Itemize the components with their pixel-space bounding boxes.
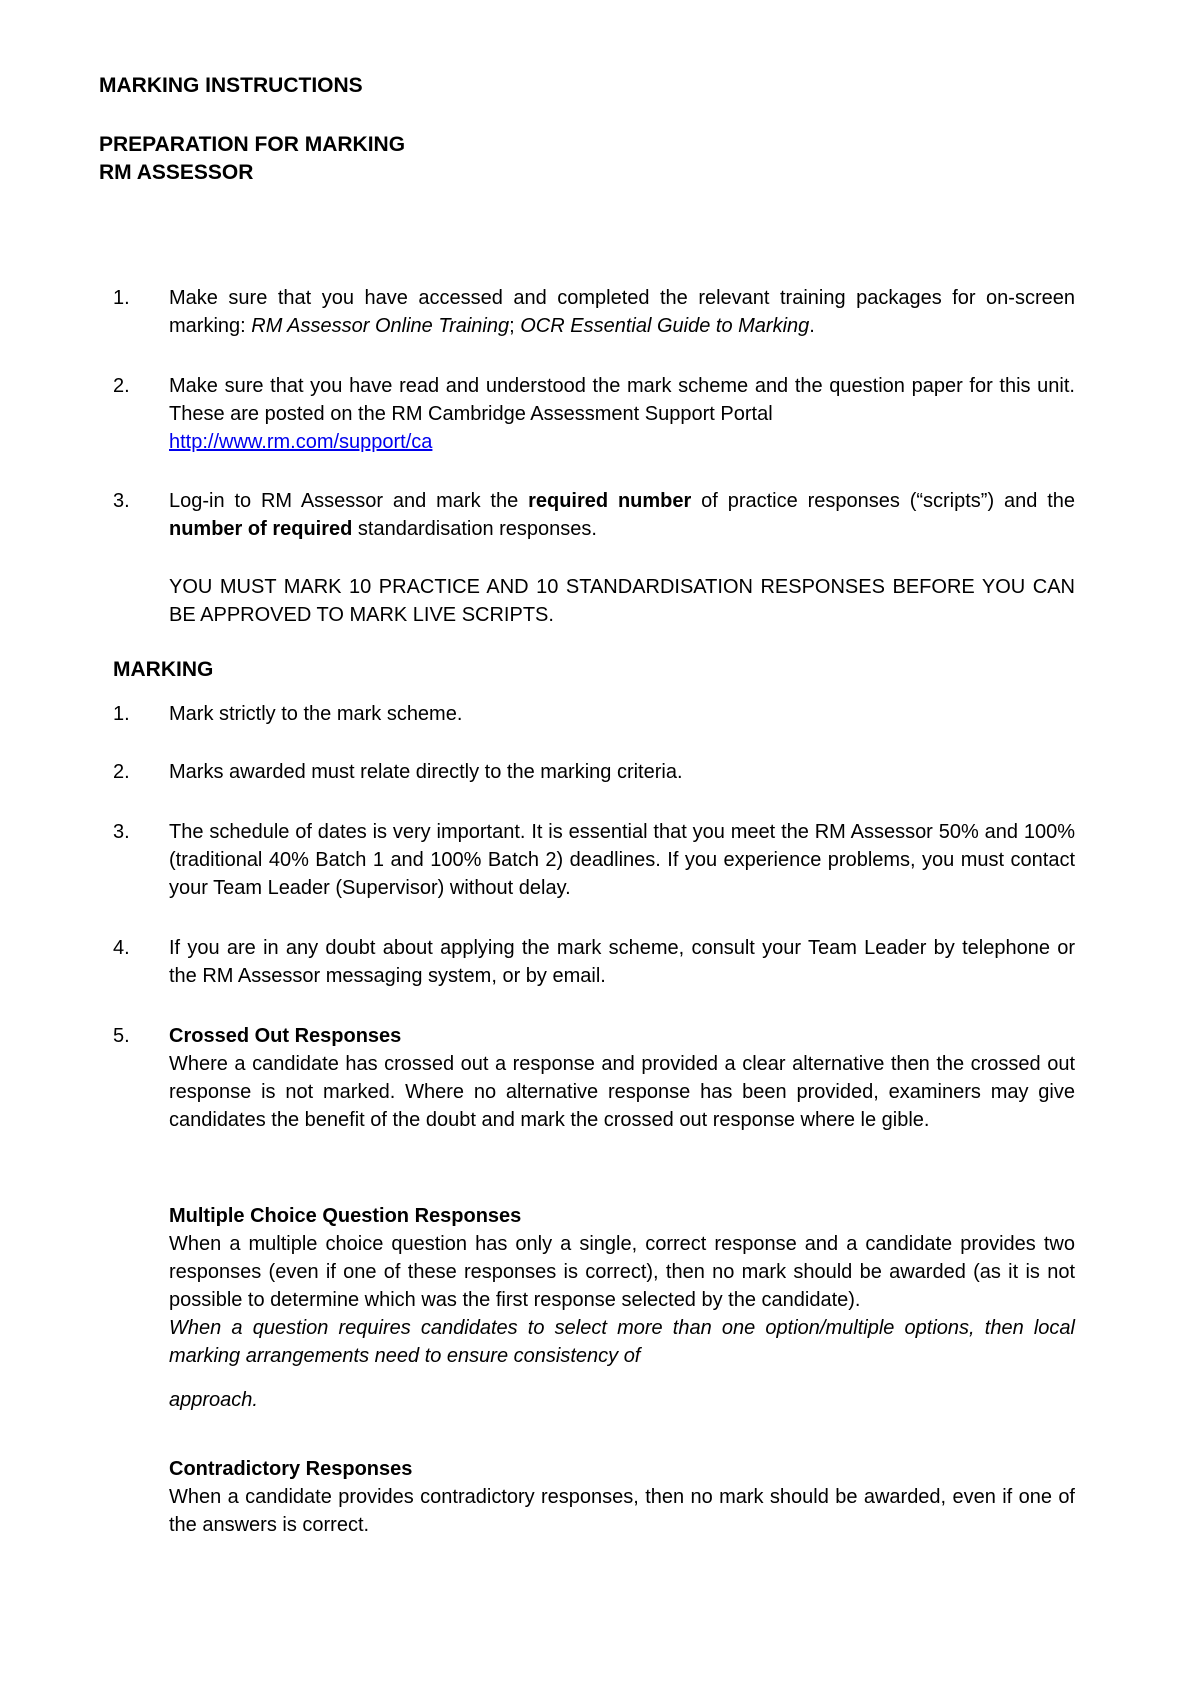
list-number: 5. (113, 1025, 130, 1047)
list-number: 4. (113, 937, 130, 959)
contradictory-section: Contradictory Responses When a candidate provides contradictory responses, then no mark should be awarded, even if one of the answers is correct. (169, 1458, 1075, 1536)
prep-item-2: Make sure that you have read and understood the mark scheme and the question paper for this unit. These are posted on the RM Cambridge Assessment Support Portal http://www.rm.com/support/ca (169, 375, 1075, 453)
marking-item-5: Crossed Out Responses Where a candidate has crossed out a response and provided a clear alternative then the crossed out response is not marked. Where no alternative response has been provided, examiners may give candidates the benefit of the doubt and mark the crossed out response where le gible. (169, 1025, 1075, 1131)
mcq-italic-end: approach. (169, 1389, 258, 1411)
list-number: 1. (113, 287, 130, 309)
list-number: 2. (113, 761, 130, 783)
list-number: 1. (113, 703, 130, 725)
section-subheading-rm-assessor: RM ASSESSOR (99, 161, 254, 184)
section-heading-marking: MARKING (113, 658, 214, 681)
mcq-heading: Multiple Choice Question Responses (169, 1205, 522, 1227)
prep-item-1: Make sure that you have accessed and completed the relevant training packages for on-screen marking: RM Assessor Online Training; OCR Essential Guide to Marking. (169, 287, 1075, 337)
contradictory-heading: Contradictory Responses (169, 1458, 413, 1480)
marking-item-1: Mark strictly to the mark scheme. (169, 703, 463, 725)
list-number: 3. (113, 490, 130, 512)
marking-item-2: Marks awarded must relate directly to the marking criteria. (169, 761, 683, 783)
mcq-section: Multiple Choice Question Responses When a multiple choice question has only a single, correct response and a candidate provides two responses (even if one of these responses is correct), then no mark should be awarded (as it is not possible to determine which was the first response selected by the candidate). When a question requires candidates to select more than one option/multiple options, then local marking arrangements need to ensure consistency of (169, 1205, 1075, 1367)
document-title: MARKING INSTRUCTIONS (99, 74, 363, 97)
marking-item-4: If you are in any doubt about applying the mark scheme, consult your Team Leader by telephone or the RM Assessor messaging system, or by email. (169, 937, 1075, 987)
prep-note: YOU MUST MARK 10 PRACTICE AND 10 STANDARDISATION RESPONSES BEFORE YOU CAN BE APPROVED TO MARK LIVE SCRIPTS. (169, 576, 1075, 626)
list-number: 2. (113, 375, 130, 397)
support-portal-link[interactable]: http://www.rm.com/support/ca (169, 431, 433, 453)
prep-item-3: Log-in to RM Assessor and mark the required number of practice responses (“scripts”) and the number of required standardisation responses. (169, 490, 1075, 540)
list-number: 3. (113, 821, 130, 843)
section-heading-preparation: PREPARATION FOR MARKING (99, 133, 406, 156)
marking-item-3: The schedule of dates is very important. It is essential that you meet the RM Assessor 50% and 100% (traditional 40% Batch 1 and 100% Batch 2) deadlines. If you experience problems, you must contact your Team Leader (Supervisor) without delay. (169, 821, 1075, 899)
crossed-out-heading: Crossed Out Responses (169, 1025, 402, 1047)
